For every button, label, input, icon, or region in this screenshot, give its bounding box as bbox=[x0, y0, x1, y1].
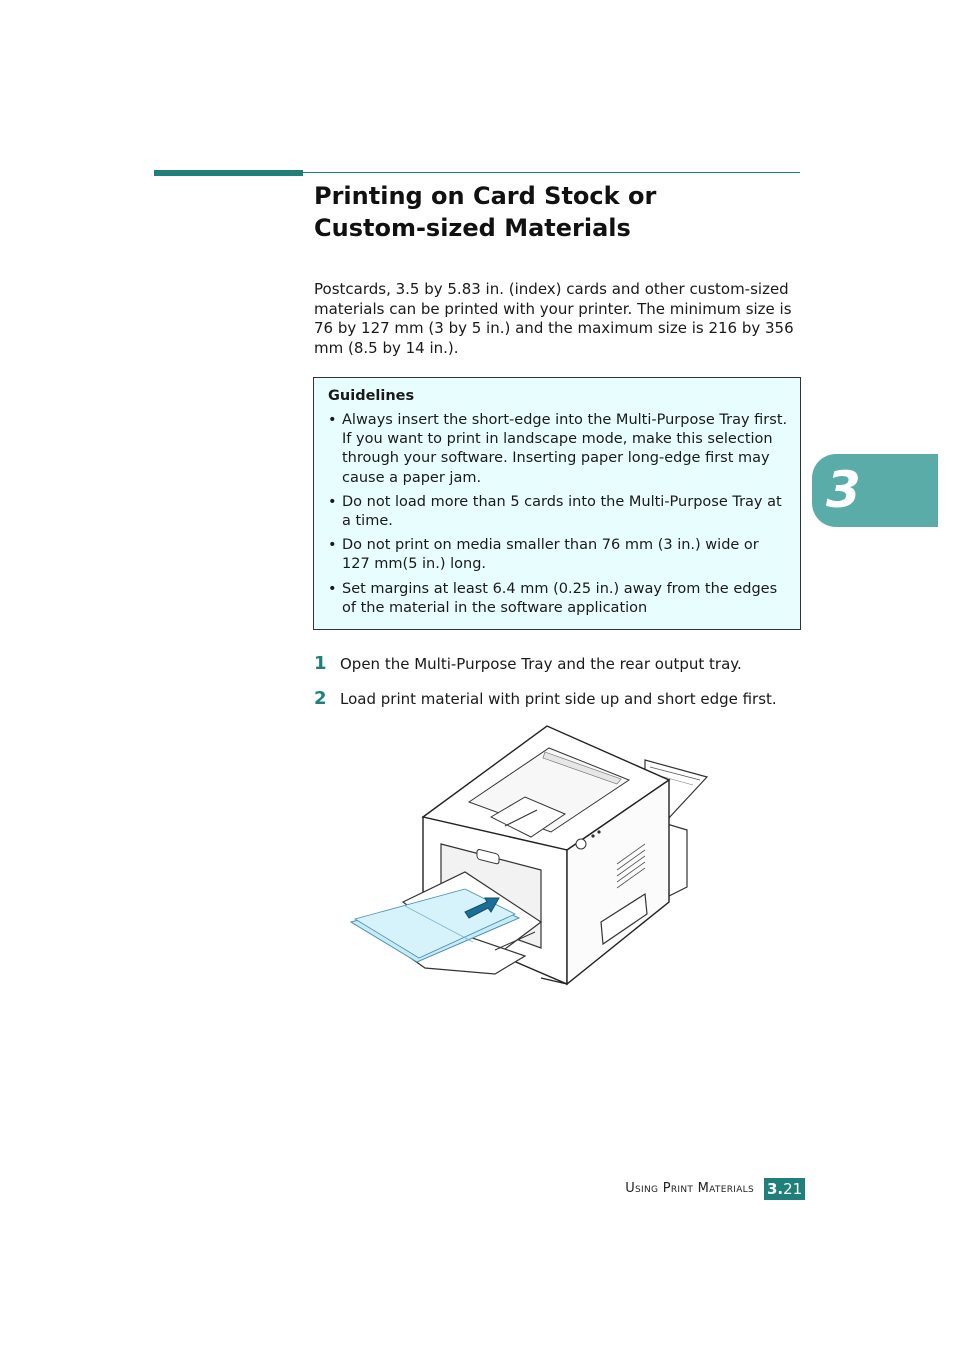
step-number: 2 bbox=[314, 688, 327, 709]
chapter-number: 3 bbox=[826, 461, 861, 519]
guideline-item: • Always insert the short-edge into the Multi-Purpose Tray first. If you want to print in landscape mode, make this selection through your software. Inserting paper long-edge first may cause a paper jam. bbox=[328, 411, 788, 488]
page-title bbox=[314, 180, 794, 244]
step-2 bbox=[314, 689, 800, 709]
title-line-1: Printing on Card Stock or bbox=[314, 182, 657, 210]
footer-page-prefix: 3. bbox=[767, 1180, 784, 1198]
step-number: 1 bbox=[314, 653, 327, 674]
step-1 bbox=[314, 654, 800, 674]
guideline-item: • Do not load more than 5 cards into the Multi-Purpose Tray at a time. bbox=[328, 493, 788, 531]
footer-section-label: Using Print Materials bbox=[625, 1181, 754, 1196]
printer-loading-illustration bbox=[345, 722, 715, 992]
intro-paragraph: Postcards, 3.5 by 5.83 in. (index) cards and other custom-sized materials can be printed with your printer. The minimum size is 76 by 127 mm (3 by 5 in.) and the maximum size is 216 by 356 mm (8.5 by 14 in.). bbox=[314, 280, 794, 357]
guideline-item: • Set margins at least 6.4 mm (0.25 in.) away from the edges of the material in the software application bbox=[328, 580, 788, 618]
guidelines-box bbox=[313, 377, 801, 630]
footer-page-num: 21 bbox=[783, 1180, 803, 1198]
step-text: Open the Multi-Purpose Tray and the rear output tray. bbox=[340, 655, 742, 673]
section-rule-thick bbox=[154, 170, 303, 176]
footer-page-number bbox=[764, 1178, 805, 1200]
guidelines-list bbox=[328, 411, 788, 618]
step-text: Load print material with print side up and short edge first. bbox=[340, 690, 777, 708]
guideline-item: • Do not print on media smaller than 76 mm (3 in.) wide or 127 mm(5 in.) long. bbox=[328, 536, 788, 574]
title-line-2: Custom-sized Materials bbox=[314, 214, 631, 242]
chapter-tab bbox=[812, 454, 938, 527]
section-rule-thin bbox=[303, 172, 800, 173]
guidelines-title: Guidelines bbox=[328, 388, 415, 404]
